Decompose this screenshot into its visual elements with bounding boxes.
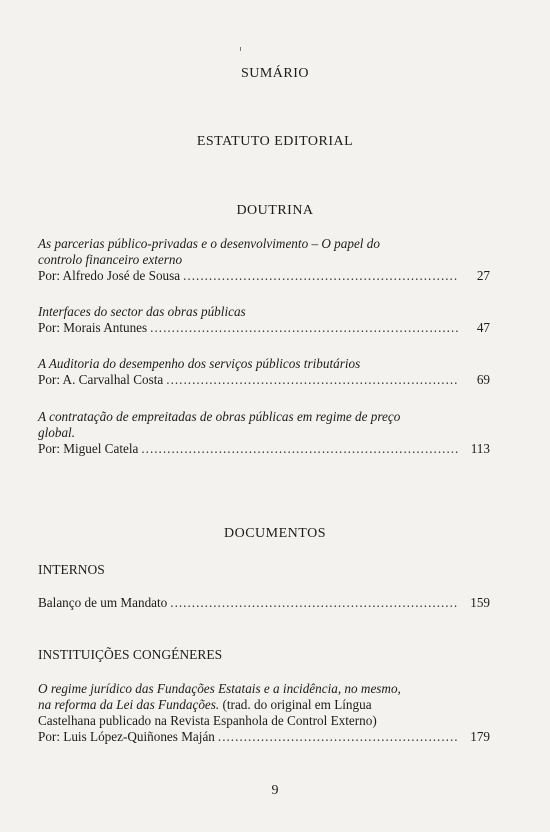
dot-leader — [183, 268, 459, 284]
entry-note: (trad. do original em Língua — [219, 697, 372, 712]
page-number: 9 — [271, 783, 279, 798]
entry-author: Por: A. Carvalhal Costa — [38, 372, 164, 387]
toc-entry-mandate-balance[interactable] — [38, 595, 490, 611]
entry-title-line: na reforma da Lei das Fundações. — [38, 697, 220, 712]
subsection-internal: INTERNOS — [38, 562, 105, 577]
dot-leader — [150, 320, 459, 336]
entry-title: Balanço de um Mandato — [38, 595, 168, 610]
entry-title-line: Interfaces do sector das obras públicas — [38, 304, 246, 319]
entry-author: Por: Luis López-Quiñones Maján — [38, 729, 215, 744]
toc-entry-public-works-interfaces[interactable] — [38, 304, 490, 336]
entry-title-line: global. — [38, 425, 75, 440]
dot-leader — [141, 441, 459, 457]
entry-page-number: 113 — [470, 441, 490, 456]
dot-leader — [166, 372, 459, 388]
toc-entry-public-private-partnerships[interactable] — [38, 236, 490, 284]
entry-page-number: 179 — [470, 729, 490, 744]
entry-page-number: 69 — [476, 372, 490, 387]
entry-author: Por: Alfredo José de Sousa — [38, 268, 181, 283]
entry-author: Por: Miguel Catela — [38, 441, 139, 456]
subsection-congeneric-institutions: INSTITUIÇÕES CONGÉNERES — [38, 647, 223, 662]
dot-leader — [170, 595, 459, 611]
entry-title-line: A Auditoria do desempenho dos serviços públicos tributários — [38, 356, 361, 371]
entry-note: Castelhana publicado na Revista Espanhola de Control Externo) — [38, 713, 377, 728]
entry-author: Por: Morais Antunes — [38, 320, 148, 335]
section-documents: DOCUMENTOS — [224, 526, 326, 541]
entry-page-number: 47 — [476, 320, 490, 335]
entry-title-line: A contratação de empreitadas de obras públicas em regime de preço — [38, 409, 401, 424]
section-editorial-statute[interactable]: ESTATUTO EDITORIAL — [196, 134, 354, 149]
print-mark — [240, 47, 241, 51]
entry-page-number: 159 — [470, 595, 490, 610]
summary-title: SUMÁRIO — [240, 66, 310, 81]
entry-title-line: controlo financeiro externo — [38, 252, 183, 267]
dot-leader — [218, 729, 459, 745]
section-doctrine: DOUTRINA — [236, 203, 314, 218]
toc-entry-public-works-contracting[interactable] — [38, 409, 490, 457]
toc-entry-performance-audit[interactable] — [38, 356, 490, 388]
toc-entry-state-foundations[interactable] — [38, 681, 490, 745]
entry-page-number: 27 — [476, 268, 490, 283]
entry-title-line: As parcerias público-privadas e o desenvolvimento – O papel do — [38, 236, 380, 251]
entry-title-line: O regime jurídico das Fundações Estatais e a incidência, no mesmo, — [38, 681, 401, 696]
